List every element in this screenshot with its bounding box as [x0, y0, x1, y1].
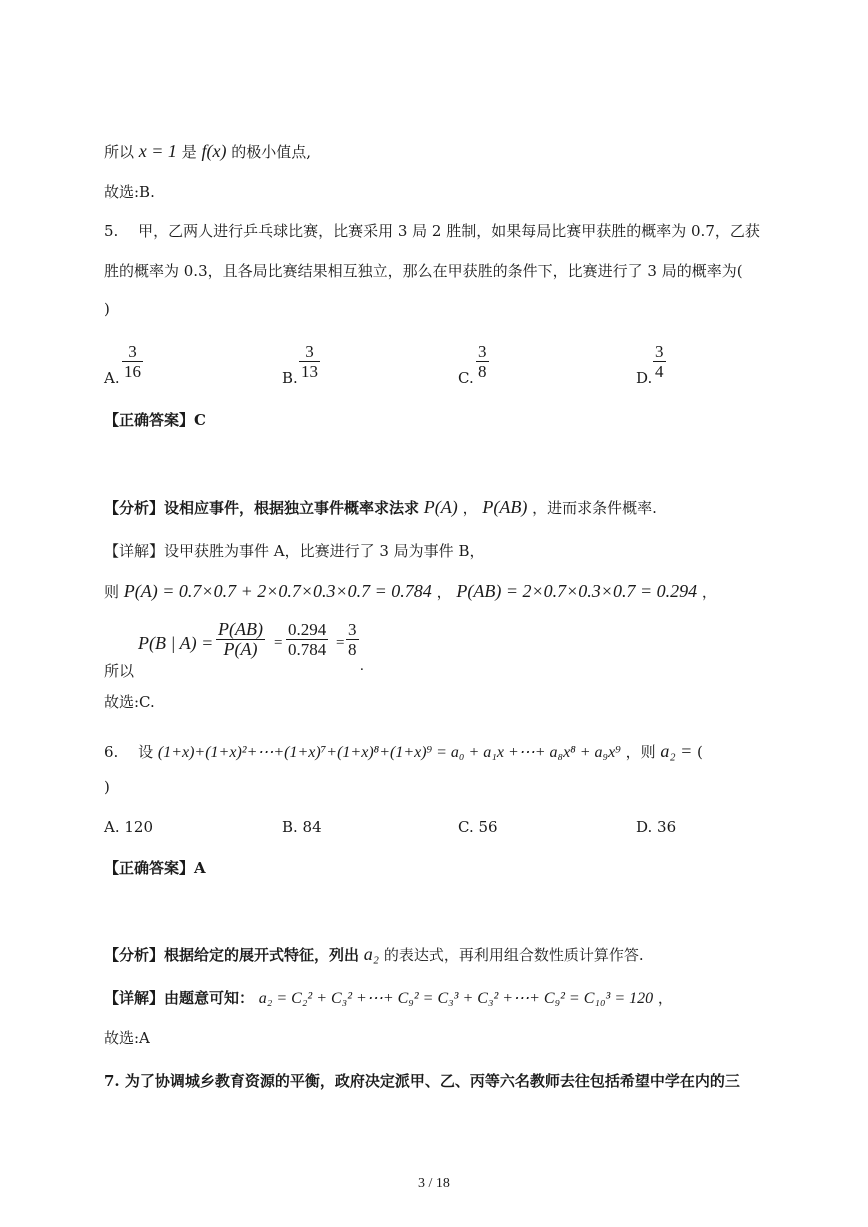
q5-option-d: D.	[636, 369, 653, 387]
conclusion-line: 所以 x = 1 是 f(x) 的极小值点,	[104, 141, 312, 161]
eq-p-a: P(A) = 0.7×0.7 + 2×0.7×0.3×0.7 = 0.784	[123, 581, 432, 601]
q5-probability-line: 则 P(A) = 0.7×0.7 + 2×0.7×0.3×0.7 = 0.784 ， P(AB) = 2×0.7×0.3×0.7 = 0.294 ，	[104, 581, 717, 601]
q5-stem-line1: 5. 甲，乙两人进行乒乓球比赛，比赛采用 3 局 2 胜制，如果每局比赛甲获胜的概率为 0.7，乙获	[104, 222, 760, 240]
q5-option-b: B.	[282, 369, 298, 387]
q7-stem-line1: 7. 为了协调城乡教育资源的平衡，政府决定派甲、乙、丙等六名教师去往包括希望中学在内的三	[104, 1072, 740, 1090]
cond-lhs: P(B | A) =	[138, 633, 214, 653]
q6-option-b: B. 84	[282, 818, 322, 836]
q5-answer: 【正确答案】C	[104, 411, 206, 429]
q6-equation: (1+x)+(1+x)²+⋯+(1+x)⁷+(1+x)⁸+(1+x)⁹ = a₀ + a₁x +⋯+ a₈x⁸ + a₉x⁹	[157, 744, 621, 761]
math-f-x: f(x)	[201, 141, 227, 161]
choice-line-b: 故选:B.	[104, 183, 155, 201]
q6-detail-equation: a₂ = C₂² + C₃² +⋯+ C₉² = C₃³ + C₃² +⋯+ C₉² = C₁₀³ = 120	[258, 990, 654, 1007]
q5-stem-line3: )	[104, 300, 110, 318]
q5-analysis: 【分析】设相应事件，根据独立事件概率求法求 P(A) ， P(AB) ，进而求条件概率.	[104, 497, 657, 517]
eq-p-ab: P(AB) = 2×0.7×0.3×0.7 = 0.294	[456, 581, 698, 601]
q5-detail: 【详解】设甲获胜为事件 A，比赛进行了 3 局为事件 B，	[104, 542, 485, 560]
q6-option-a: A. 120	[104, 818, 153, 836]
q6-stem: 6. 设 (1+x)+(1+x)²+⋯+(1+x)⁷+(1+x)⁸+(1+x)⁹ = a₀ + a₁x +⋯+ a₈x⁸ + a₉x⁹ ，则 a₂ = (	[104, 741, 703, 761]
q5-option-b-fraction: 3 13	[301, 342, 318, 381]
q5-option-c-fraction: 3 8	[478, 342, 487, 381]
q5-stem-line2: 胜的概率为 0.3，且各局比赛结果相互独立，那么在甲获胜的条件下，比赛进行了 3 局的概率为(	[104, 262, 743, 280]
q5-option-d-fraction: 3 4	[655, 342, 664, 381]
page-number: 3 / 18	[418, 1176, 450, 1191]
q6-answer: 【正确答案】A	[104, 859, 206, 877]
math-x-equals-1: x = 1	[138, 141, 177, 161]
cond-frac-1: P(AB) P(A)	[218, 619, 263, 659]
q6-option-d: D. 36	[636, 818, 677, 836]
q6-analysis: 【分析】根据给定的展开式特征，列出 a₂ 的表达式，再利用组合数性质计算作答.	[104, 944, 644, 964]
cond-frac-2: 0.294 0.784	[288, 620, 327, 659]
q6-choose: 故选:A	[104, 1029, 150, 1047]
q5-option-c: C.	[458, 369, 474, 387]
q5-option-a-fraction: 3 16	[124, 342, 141, 381]
q6-detail: 【详解】由题意可知： a₂ = C₂² + C₃² +⋯+ C₉² = C₃³ + C₃² +⋯+ C₉² = C₁₀³ = 120 ，	[104, 989, 673, 1007]
q5-so-label: 所以	[104, 662, 135, 680]
q6-option-c: C. 56	[458, 818, 498, 836]
q5-choose: 故选:C.	[104, 693, 155, 711]
q6-close: )	[104, 778, 110, 796]
cond-frac-3: 3 8	[348, 620, 357, 659]
q5-option-a: A.	[104, 369, 120, 387]
